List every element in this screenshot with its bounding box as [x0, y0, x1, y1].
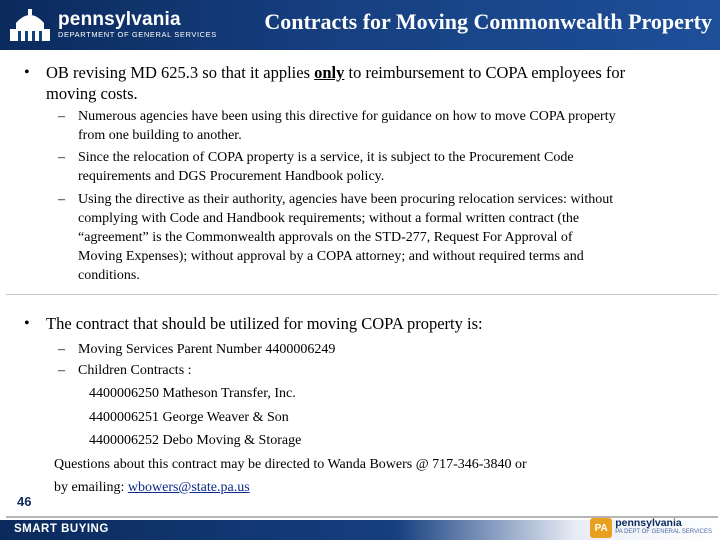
dash-marker: – [58, 192, 65, 207]
sub-bullet-children-contracts [58, 361, 698, 380]
dash-marker: – [58, 109, 65, 124]
logo-department: DEPARTMENT OF GENERAL SERVICES [58, 30, 217, 39]
questions-text: Questions about this contract may be directed to Wanda Bowers @ 717-346-3840 or [54, 457, 527, 472]
bullet-contract-utilized [24, 313, 696, 334]
dash-marker: – [58, 150, 65, 165]
sub-text: Numerous agencies have been using this directive for guidance on how to move COPA property [78, 109, 616, 124]
sub-text: Using the directive as their authority, agencies have been procuring relocation services: without [78, 192, 614, 207]
pa-footer-logo [590, 518, 712, 538]
bullet-text: moving costs. [46, 84, 138, 103]
pa-logo-tagline: PA DEPT OF GENERAL SERVICES [615, 529, 712, 535]
capitol-dome-icon [8, 7, 52, 43]
child-contract-debo: 4400006252 Debo Moving & Storage [89, 433, 302, 448]
bullet-dot: • [24, 315, 30, 332]
bullet-text: OB revising MD 625.3 so that it applies [46, 63, 315, 82]
questions-text: by emailing: [54, 480, 128, 495]
sub-text: from one building to another. [78, 128, 242, 143]
sub-text: requirements and DGS Procurement Handbook policy. [78, 169, 385, 184]
sub-text: Moving Expenses); without approval by a COPA attorney; and without required terms and [78, 249, 584, 264]
footer-brand: SMART BUYING [14, 523, 109, 535]
email-link[interactable]: wbowers@state.pa.us [127, 480, 250, 495]
dash-marker: – [58, 363, 65, 378]
sub-text: conditions. [78, 268, 140, 283]
sub-text: Since the relocation of COPA property is a service, it is subject to the Procurement Code [78, 150, 574, 165]
sub-text: Children Contracts : [78, 363, 192, 378]
child-contract-weaver: 4400006251 George Weaver & Son [89, 410, 289, 425]
sub-bullet-parent-number [58, 340, 698, 359]
divider [6, 294, 718, 295]
bullet-text: The contract that should be utilized for moving COPA property is: [46, 314, 483, 333]
sub-text: complying with Code and Handbook requirements; without a formal written contract (the [78, 211, 580, 226]
sub-bullet-procurement-code [58, 148, 698, 186]
child-contract-matheson: 4400006250 Matheson Transfer, Inc. [89, 386, 296, 401]
sub-bullet-guidance [58, 107, 698, 145]
pa-keystone-icon: PA [590, 518, 612, 538]
bullet-copa-reimbursement [24, 62, 696, 104]
sub-text: Moving Services Parent Number 4400006249 [78, 342, 336, 357]
sub-text: “agreement” is the Commonwealth approvals on the STD-277, Request For Approval of [78, 230, 573, 245]
header-bar [0, 0, 720, 50]
questions-email-line [54, 478, 250, 497]
dash-marker: – [58, 342, 65, 357]
sub-bullet-directive-authority [58, 190, 698, 285]
page-number: 46 [17, 494, 32, 509]
bullet-dot: • [24, 64, 30, 81]
slide-title: Contracts for Moving Commonwealth Property [264, 9, 712, 34]
pennsylvania-logo [8, 6, 217, 44]
bullet-text: to reimbursement to COPA employees for [344, 63, 626, 82]
pa-logo-name: pennsylvania [615, 517, 682, 529]
emphasis-only: only [314, 63, 345, 82]
logo-name: pennsylvania [58, 9, 181, 30]
